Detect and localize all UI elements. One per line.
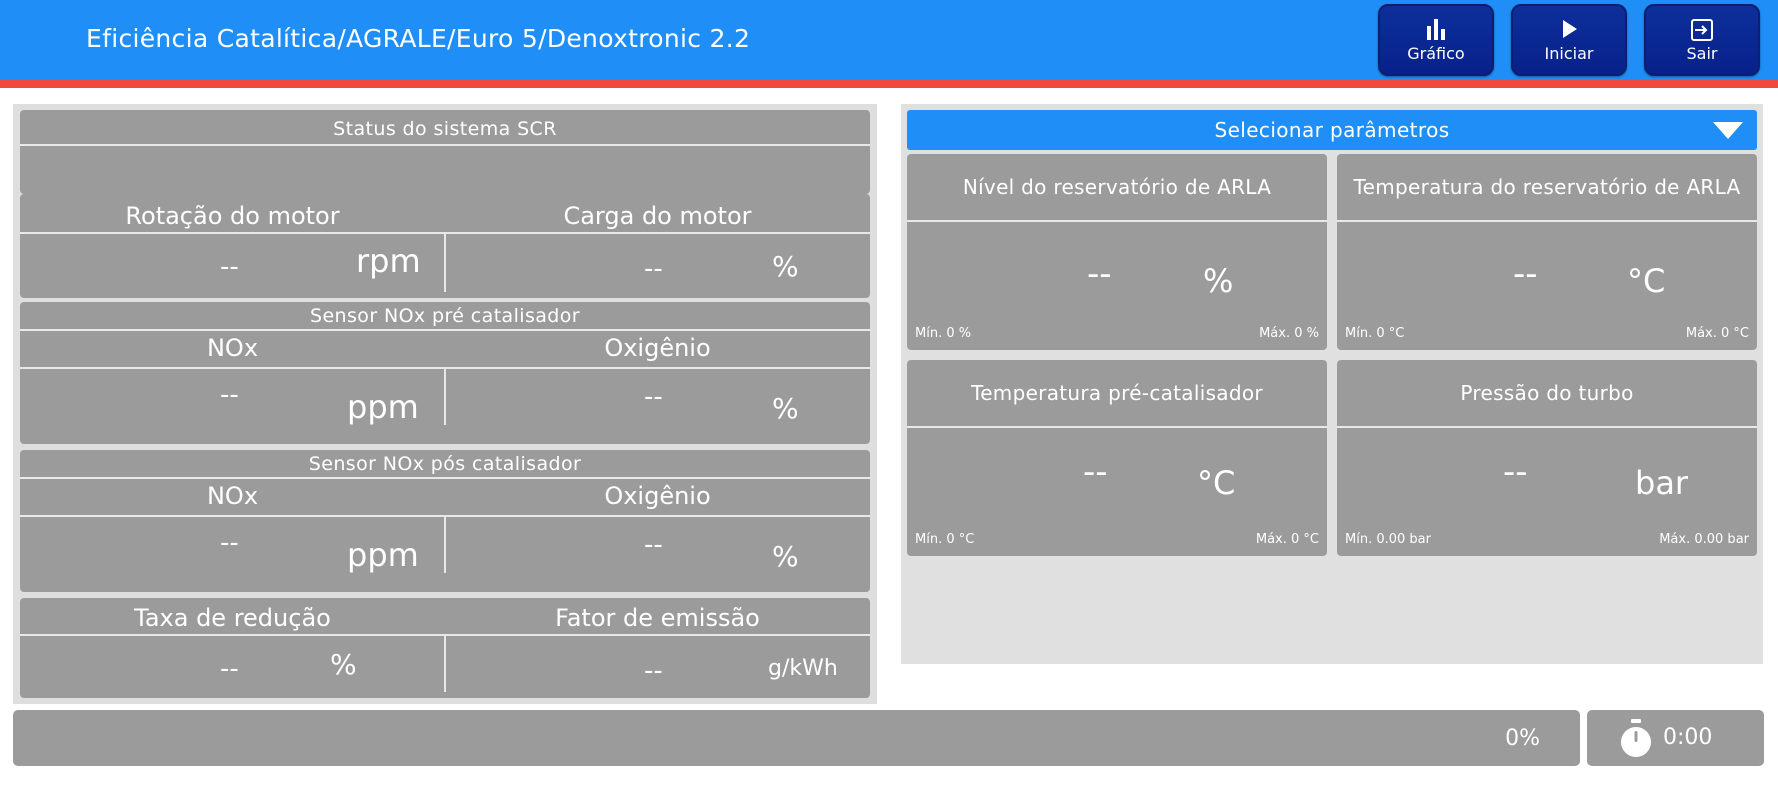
nox-pre-box <box>20 302 870 444</box>
parameter-select-label: Selecionar parâmetros <box>1214 118 1450 142</box>
param-card-arla-level <box>907 154 1327 350</box>
engine-rotation-label: Rotação do motor <box>125 202 340 230</box>
nox-pre-nox-unit: ppm <box>347 388 419 426</box>
divider <box>20 144 870 146</box>
exit-icon <box>1646 6 1758 40</box>
page-title: Eficiência Catalítica/AGRALE/Euro 5/Denoxtronic 2.2 <box>86 24 751 53</box>
stopwatch-icon <box>1619 719 1653 763</box>
nox-post-oxygen-unit: % <box>772 540 799 573</box>
exit-button-label: Sair <box>1686 44 1718 63</box>
progress-bar <box>13 710 1580 766</box>
nox-pre-title: Sensor NOx pré catalisador <box>310 305 580 327</box>
divider <box>1337 220 1757 222</box>
chart-button[interactable] <box>1378 4 1494 76</box>
nox-post-nox-label: NOx <box>206 482 259 510</box>
right-panel <box>901 104 1763 664</box>
timer-text: 0:00 <box>1663 725 1713 750</box>
exit-button[interactable] <box>1644 4 1760 76</box>
param-card-unit: bar <box>1635 464 1689 502</box>
param-card-min: Mín. 0 °C <box>915 532 975 547</box>
param-card-value: -- <box>1513 254 1538 294</box>
param-card-unit: % <box>1203 262 1234 300</box>
reduction-rate-value: -- <box>220 654 239 684</box>
param-card-max: Máx. 0 °C <box>1685 326 1749 341</box>
param-card-unit: °C <box>1627 262 1666 300</box>
param-card-max: Máx. 0.00 bar <box>1659 532 1749 547</box>
param-card-title: Temperatura do reservatório de ARLA <box>1353 174 1741 199</box>
param-card-min: Mín. 0 % <box>915 326 972 341</box>
param-card-title: Nível do reservatório de ARLA <box>962 174 1272 199</box>
param-card-unit: °C <box>1197 464 1236 502</box>
nox-post-nox-unit: ppm <box>347 536 419 574</box>
param-card-title: Temperatura pré-catalisador <box>971 380 1263 405</box>
nox-post-title: Sensor NOx pós catalisador <box>308 453 582 475</box>
param-card-arla-temperature <box>1337 154 1757 350</box>
timer <box>1587 710 1764 766</box>
scr-status-box <box>20 110 870 194</box>
nox-pre-oxygen-label: Oxigênio <box>604 334 711 362</box>
left-panel <box>13 104 877 704</box>
divider <box>907 426 1327 428</box>
divider <box>444 369 446 425</box>
engine-rotation-unit: rpm <box>356 242 421 280</box>
engine-rotation-value: -- <box>220 252 239 282</box>
play-icon <box>1513 6 1625 40</box>
engine-load-label: Carga do motor <box>563 202 752 230</box>
parameter-select[interactable] <box>907 110 1757 150</box>
engine-load-value: -- <box>644 254 663 284</box>
progress-text: 0% <box>1505 726 1540 751</box>
param-card-max: Máx. 0 °C <box>1255 532 1319 547</box>
param-card-value: -- <box>1087 254 1112 294</box>
param-card-value: -- <box>1083 452 1108 492</box>
start-button-label: Iniciar <box>1544 44 1594 63</box>
chart-button-label: Gráfico <box>1407 44 1465 63</box>
nox-pre-oxygen-value: -- <box>644 382 663 412</box>
divider <box>1337 426 1757 428</box>
divider <box>444 234 446 292</box>
reduction-rate-unit: % <box>330 648 357 681</box>
nox-pre-oxygen-unit: % <box>772 392 799 425</box>
param-card-turbo-pressure <box>1337 360 1757 556</box>
nox-post-oxygen-label: Oxigênio <box>604 482 711 510</box>
divider <box>444 517 446 573</box>
param-card-value: -- <box>1503 452 1528 492</box>
start-button[interactable] <box>1511 4 1627 76</box>
header-stripe <box>0 80 1778 88</box>
param-card-title: Pressão do turbo <box>1460 380 1634 405</box>
nox-post-oxygen-value: -- <box>644 530 663 560</box>
param-card-min: Mín. 0.00 bar <box>1345 532 1431 547</box>
divider <box>444 636 446 692</box>
scr-status-title: Status do sistema SCR <box>333 118 557 140</box>
reduction-box <box>20 598 870 698</box>
param-card-max: Máx. 0 % <box>1259 326 1319 341</box>
nox-post-box <box>20 450 870 592</box>
divider <box>20 329 870 331</box>
divider <box>907 220 1327 222</box>
nox-pre-nox-label: NOx <box>206 334 259 362</box>
emission-factor-value: -- <box>644 656 663 686</box>
engine-box <box>20 194 870 298</box>
param-card-pre-catalyst-temperature <box>907 360 1327 556</box>
bar-chart-icon <box>1380 6 1492 40</box>
app-header <box>0 0 1778 80</box>
reduction-rate-label: Taxa de redução <box>134 604 331 632</box>
engine-load-unit: % <box>772 250 799 283</box>
nox-pre-nox-value: -- <box>220 380 239 410</box>
emission-factor-label: Fator de emissão <box>555 604 760 632</box>
chevron-down-icon[interactable] <box>1713 122 1743 139</box>
nox-post-nox-value: -- <box>220 528 239 558</box>
divider <box>20 477 870 479</box>
emission-factor-unit: g/kWh <box>768 656 838 681</box>
param-card-min: Mín. 0 °C <box>1345 326 1405 341</box>
